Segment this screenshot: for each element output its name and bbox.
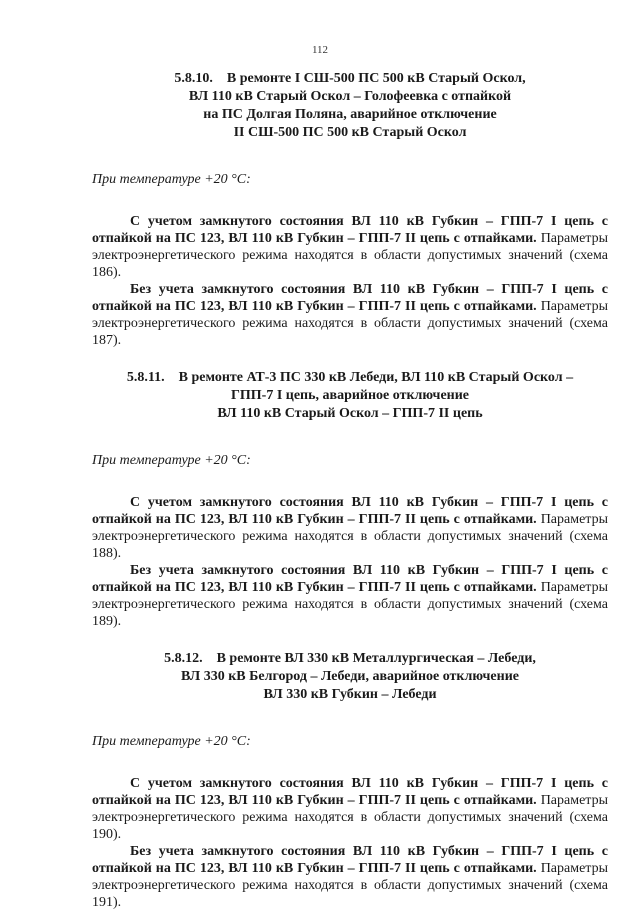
paragraph-text: Параметры электроэнергетического режима находятся в области допустимых значений (схема 188). [92, 512, 609, 561]
section-number: 5.8.10. [174, 71, 213, 86]
paragraph-text: Параметры электроэнергетического режима находятся в области допустимых значений (схема 187). [92, 299, 609, 348]
paragraph-bold: С учетом замкнутого состояния ВЛ 110 кВ Губкин – ГПП-7 I цепь с отпайкой на ПС 123, ВЛ 110 кВ Губкин – ГПП-7 II цепь с отпайками. [92, 776, 608, 808]
paragraph [92, 494, 608, 562]
paragraph-bold: Без учета замкнутого состояния ВЛ 110 кВ Губкин – ГПП-7 I цепь с отпайкой на ПС 123, ВЛ 110 кВ Губкин – ГПП-7 II цепь с отпайками. [92, 282, 608, 314]
section-title-line: ВЛ 110 кВ Старый Оскол – Голофеевка с отпайкой [188, 89, 512, 104]
paragraph-text: Параметры электроэнергетического режима находятся в области допустимых значений (схема 190). [92, 793, 609, 842]
paragraph [92, 843, 608, 911]
section-title-line: на ПС Долгая Поляна, аварийное отключение [203, 107, 497, 122]
paragraph-text: Параметры электроэнергетического режима находятся в области допустимых значений (схема 189). [92, 580, 609, 629]
paragraph [92, 775, 608, 843]
section-title-line: В ремонте АТ-3 ПС 330 кВ Лебеди, ВЛ 110 кВ Старый Оскол – [178, 370, 574, 385]
section-heading [92, 650, 608, 704]
page-number: 112 [311, 44, 329, 56]
section-heading [92, 369, 608, 423]
section-title-line: В ремонте I СШ-500 ПС 500 кВ Старый Оскол, [226, 71, 526, 86]
section-number: 5.8.11. [126, 370, 165, 385]
paragraph [92, 281, 608, 349]
temperature-label: При температуре +20 °С: [92, 172, 251, 187]
paragraph [92, 213, 608, 281]
section-title-line: ВЛ 330 кВ Белгород – Лебеди, аварийное отключение [181, 669, 519, 684]
paragraph-text: Параметры электроэнергетического режима находятся в области допустимых значений (схема 191). [92, 861, 609, 910]
paragraph-bold: Без учета замкнутого состояния ВЛ 110 кВ Губкин – ГПП-7 I цепь с отпайкой на ПС 123, ВЛ 110 кВ Губкин – ГПП-7 II цепь с отпайками. [92, 844, 608, 876]
section-title-line: ВЛ 330 кВ Губкин – Лебеди [263, 687, 437, 702]
paragraph-text: Параметры электроэнергетического режима находятся в области допустимых значений (схема 186). [92, 231, 609, 280]
document-body [92, 70, 608, 911]
section-heading [92, 70, 608, 142]
section-title-line: ГПП-7 I цепь, аварийное отключение [230, 388, 470, 403]
section-title-line: В ремонте ВЛ 330 кВ Металлургическая – Лебеди, [216, 651, 536, 666]
section-number: 5.8.12. [164, 651, 203, 666]
paragraph [92, 562, 608, 630]
temperature-label: При температуре +20 °С: [92, 453, 251, 468]
temperature-label: При температуре +20 °С: [92, 734, 251, 749]
section-title-line: II СШ-500 ПС 500 кВ Старый Оскол [233, 125, 467, 140]
section-title-line: ВЛ 110 кВ Старый Оскол – ГПП-7 II цепь [217, 406, 483, 421]
paragraph-bold: С учетом замкнутого состояния ВЛ 110 кВ Губкин – ГПП-7 I цепь с отпайкой на ПС 123, ВЛ 110 кВ Губкин – ГПП-7 II цепь с отпайками. [92, 214, 608, 246]
paragraph-bold: Без учета замкнутого состояния ВЛ 110 кВ Губкин – ГПП-7 I цепь с отпайкой на ПС 123, ВЛ 110 кВ Губкин – ГПП-7 II цепь с отпайками. [92, 563, 608, 595]
paragraph-bold: С учетом замкнутого состояния ВЛ 110 кВ Губкин – ГПП-7 I цепь с отпайкой на ПС 123, ВЛ 110 кВ Губкин – ГПП-7 II цепь с отпайками. [92, 495, 608, 527]
